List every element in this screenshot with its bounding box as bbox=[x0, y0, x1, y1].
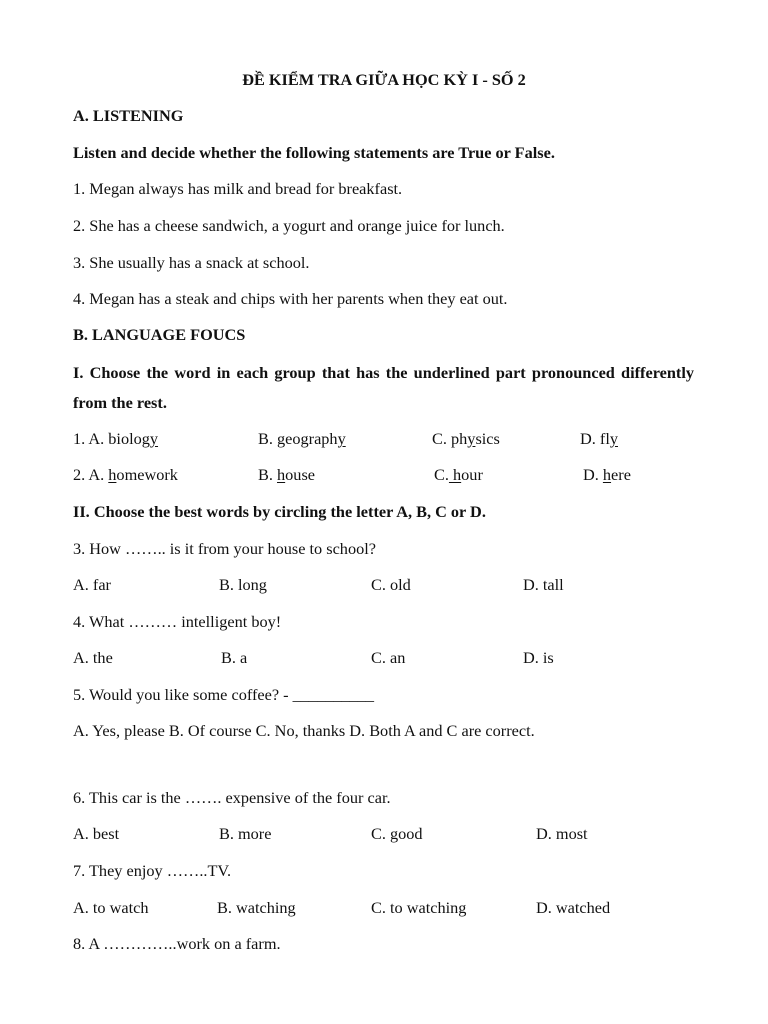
question-6-text: 6. This car is the ……. expensive of the four car. bbox=[73, 788, 391, 807]
multiple-choice-instruction: II. Choose the best words by circling the letter A, B, C or D. bbox=[73, 502, 486, 521]
q1-option-b[interactable]: B. geography bbox=[258, 429, 346, 448]
q2-option-c[interactable]: C. hour bbox=[434, 465, 483, 484]
q3-option-a[interactable]: A. far bbox=[73, 575, 111, 594]
q2-option-b[interactable]: B. house bbox=[258, 465, 315, 484]
page-title: ĐỀ KIỂM TRA GIỮA HỌC KỲ I - SỐ 2 bbox=[242, 70, 526, 89]
q7-option-d[interactable]: D. watched bbox=[536, 898, 611, 917]
listening-statement-4: 4. Megan has a steak and chips with her parents when they eat out. bbox=[73, 289, 508, 308]
q4-option-a[interactable]: A. the bbox=[73, 648, 113, 667]
q2-option-d[interactable]: D. here bbox=[583, 465, 631, 484]
question-4-text: 4. What ……… intelligent boy! bbox=[73, 612, 282, 631]
q1-option-c[interactable]: C. physics bbox=[432, 429, 500, 448]
q7-option-b[interactable]: B. watching bbox=[217, 898, 296, 917]
q4-option-d[interactable]: D. is bbox=[523, 648, 554, 667]
listening-statement-1: 1. Megan always has milk and bread for breakfast. bbox=[73, 179, 403, 198]
q4-option-c[interactable]: C. an bbox=[371, 648, 406, 667]
q1-option-a[interactable]: 1. A. biology bbox=[73, 429, 159, 448]
listening-statement-2: 2. She has a cheese sandwich, a yogurt and orange juice for lunch. bbox=[73, 216, 505, 235]
q7-option-a[interactable]: A. to watch bbox=[73, 898, 149, 917]
q6-option-c[interactable]: C. good bbox=[371, 824, 423, 843]
q2-option-a[interactable]: 2. A. homework bbox=[73, 465, 178, 484]
q6-option-d[interactable]: D. most bbox=[536, 824, 588, 843]
listening-statement-3: 3. She usually has a snack at school. bbox=[73, 253, 310, 272]
question-8-text: 8. A …………..work on a farm. bbox=[73, 934, 281, 953]
listening-instruction: Listen and decide whether the following statements are True or False. bbox=[73, 143, 555, 162]
question-3-text: 3. How …….. is it from your house to school? bbox=[73, 539, 376, 558]
q1-option-d[interactable]: D. fly bbox=[580, 429, 618, 448]
q6-option-a[interactable]: A. best bbox=[73, 824, 120, 843]
section-a-heading: A. LISTENING bbox=[73, 106, 184, 125]
q6-option-b[interactable]: B. more bbox=[219, 824, 272, 843]
section-b-heading: B. LANGUAGE FOUCS bbox=[73, 325, 246, 344]
question-5-text: 5. Would you like some coffee? - __________ bbox=[73, 685, 375, 704]
q7-option-c[interactable]: C. to watching bbox=[371, 898, 467, 917]
answer-blank: __________ bbox=[292, 685, 375, 704]
question-7-text: 7. They enjoy ……..TV. bbox=[73, 861, 232, 880]
q4-option-b[interactable]: B. a bbox=[221, 648, 248, 667]
q3-option-b[interactable]: B. long bbox=[219, 575, 267, 594]
q3-option-d[interactable]: D. tall bbox=[523, 575, 564, 594]
question-5-options[interactable]: A. Yes, please B. Of course C. No, thanks D. Both A and C are correct. bbox=[73, 721, 535, 740]
q3-option-c[interactable]: C. old bbox=[371, 575, 411, 594]
pronunciation-instruction: I. Choose the word in each group that has the underlined part pronounced differently from the rest. bbox=[73, 363, 694, 412]
